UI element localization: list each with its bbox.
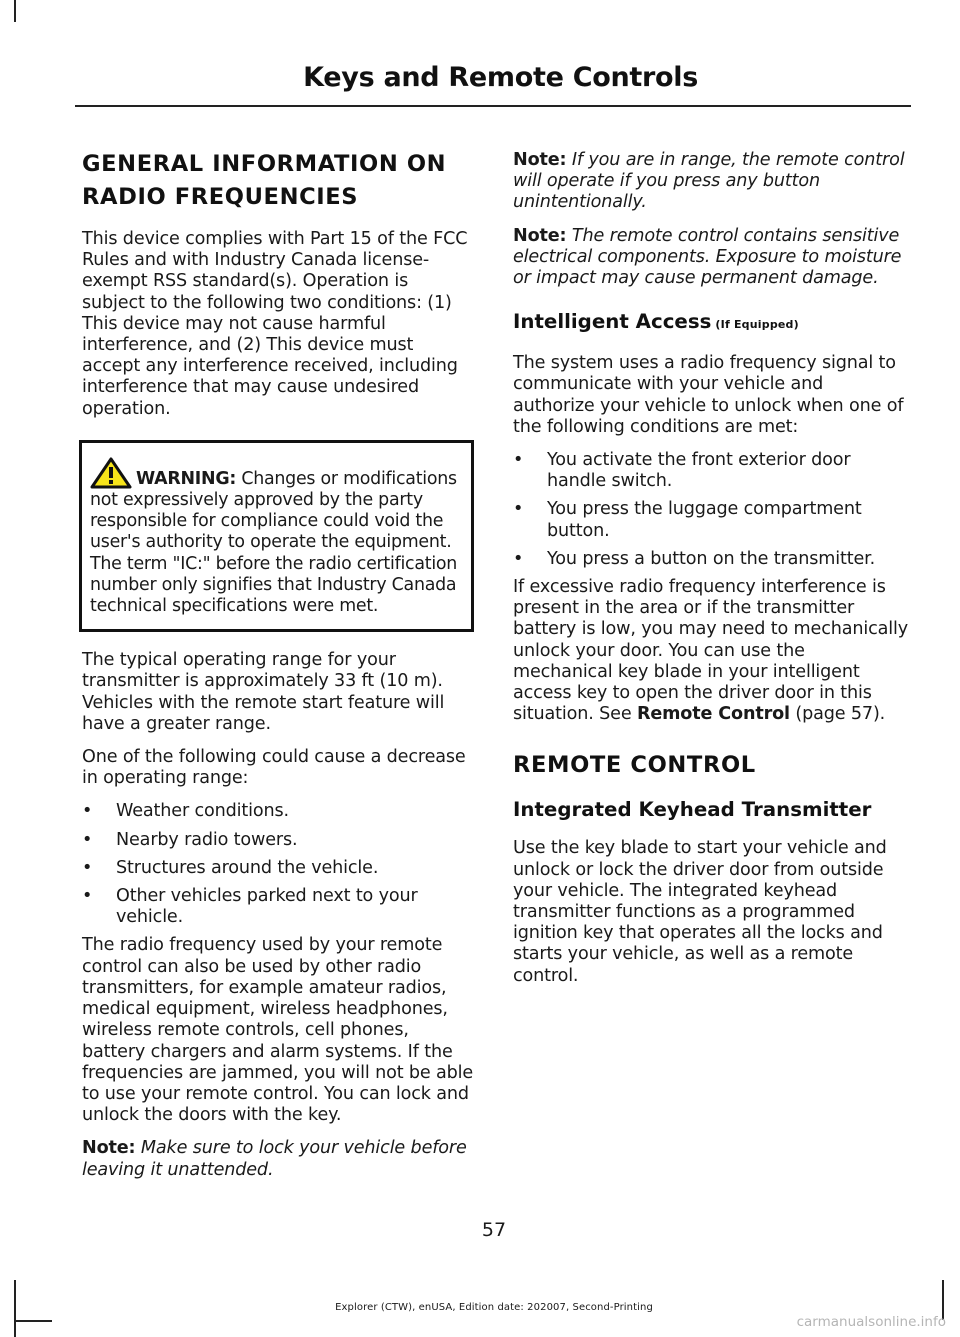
note-range: Note: If you are in range, the remote control will operate if you press any button unintentionally. [513,150,905,213]
intelligent-access-title: Intelligent Access (If Equipped) [513,310,799,334]
remote-control-title: REMOTE CONTROL [513,752,756,779]
page-number: 57 [481,1219,507,1241]
footer-edition: Explorer (CTW), enUSA, Edition date: 202007, Second-Printing [335,1302,653,1313]
list-item: • You press a button on the transmitter. [513,548,876,569]
interference-paragraph: If excessive radio frequency interference is present in the area or if the transmitter battery is low, you may need to mechanically unlock your door. You can use the mechanical key blade in your intelligent access key to open the driver door in this situation. See Remote Control (page 57). [513,577,908,725]
intelligent-access-paragraph: The system uses a radio frequency signal to communicate with your vehicle and authorize your vehicle to unlock when one of the following conditions are met: [513,353,904,437]
decrease-intro: One of the following could cause a decrease in operating range: [82,747,466,789]
left-column [82,148,474,1181]
warning-label: WARNING: [136,468,237,489]
warning-text [90,457,465,617]
section-title-line1: GENERAL INFORMATION ON [82,151,447,177]
warning-box [79,440,474,632]
page-header-title: Keys and Remote Controls [303,62,698,93]
integrated-keyhead-title: Integrated Keyhead Transmitter [513,798,872,822]
warning-body: Changes or modifications not expressively approved by the party responsible for compliance could void the user's authority to operate the equipment. The term "IC:" before the radio certification number only signifies that Industry Canada technical specifications were met. [90,468,458,617]
list-item: • You press the luggage compartment button. [513,499,862,541]
right-column [513,150,909,987]
warning-triangle-icon [90,457,132,489]
note-lock: Note: Make sure to lock your vehicle before leaving it unattended. [82,1138,467,1180]
range-paragraph: The typical operating range for your transmitter is approximately 33 ft (10 m). Vehicles with the remote start feature will have a greater range. [82,650,445,734]
list-item: • Structures around the vehicle. [82,857,379,878]
list-item: • Other vehicles parked next to your vehicle. [82,886,418,928]
frequency-paragraph: The radio frequency used by your remote control can also be used by other radio transmitters, for example amateur radios, medical equipment, wireless headphones, wireless remote controls, cell phones, battery chargers and alarm systems. If the frequencies are jammed, you will not be able to use your remote control. You can lock and unlock the doors with the key. [82,935,474,1126]
crop-mark-bottom-left-h [14,1320,52,1322]
crop-mark-top [14,0,16,22]
integrated-keyhead-paragraph: Use the key blade to start your vehicle and unlock or lock the driver door from outside your vehicle. The integrated keyhead transmitter functions as a programmed ignition key that operates all the locks and starts your vehicle, as well as a remote control. [513,838,887,986]
list-item: • Weather conditions. [82,801,289,822]
watermark: carmanualsonline.info [796,1314,946,1330]
list-item: • Nearby radio towers. [82,829,298,850]
remote-control-link[interactable]: Remote Control [636,704,790,725]
note-sensitive: Note: The remote control contains sensitive electrical components. Exposure to moisture or impact may cause permanent damage. [513,225,902,289]
list-item: • You activate the front exterior door handle switch. [513,450,851,492]
header-rule [75,105,911,107]
fcc-paragraph: This device complies with Part 15 of the FCC Rules and with Industry Canada license-exempt RSS standard(s). Operation is subject to the following two conditions: (1) This device may not cause harmful interference, and (2) This device must accept any interference received, including interference that may cause undesired operation. [82,229,468,419]
section-title-line2: RADIO FREQUENCIES [82,184,359,210]
